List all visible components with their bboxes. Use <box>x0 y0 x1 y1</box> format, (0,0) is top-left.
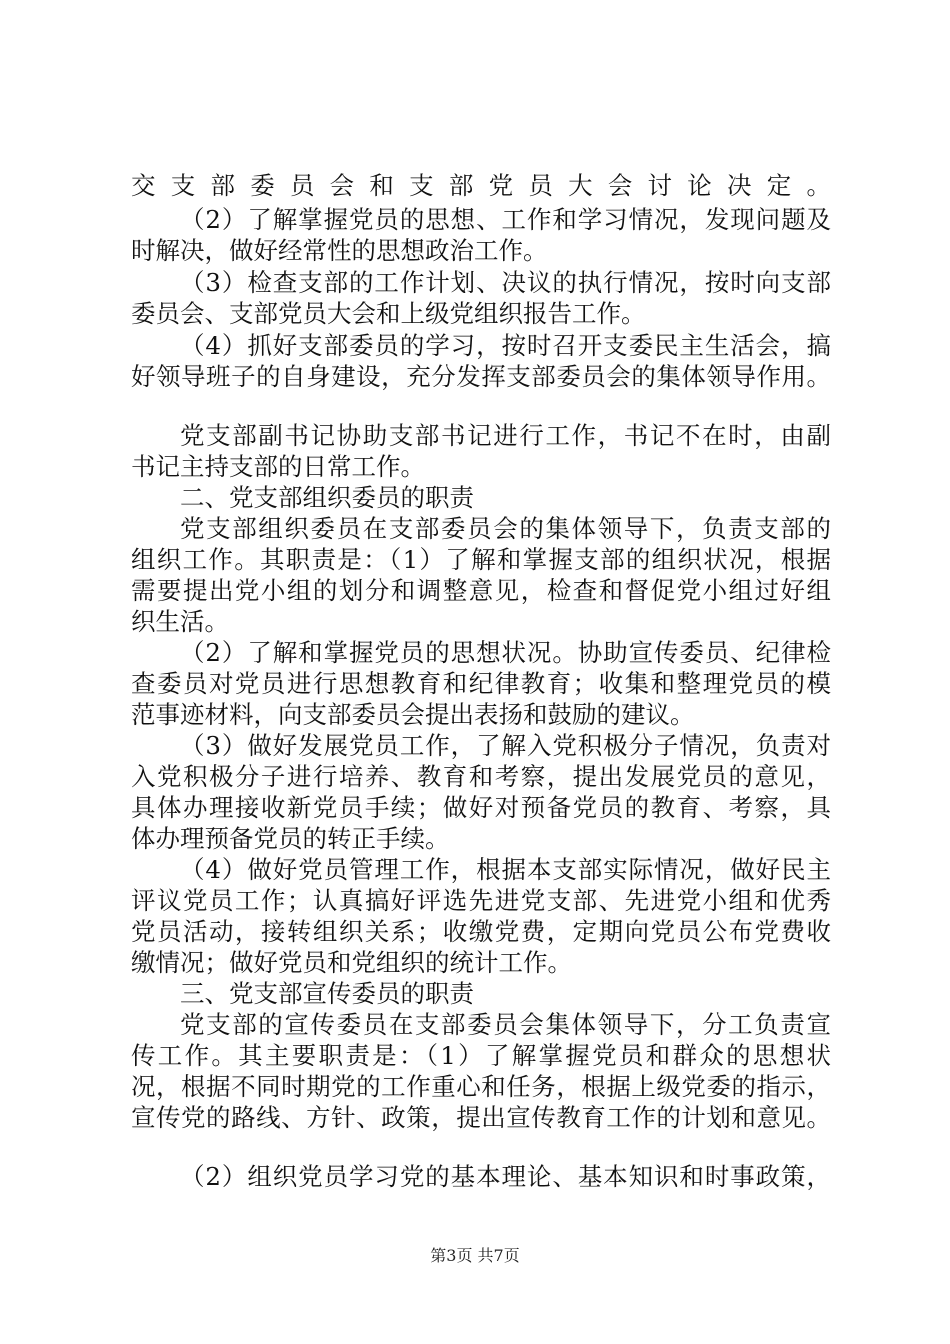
text-line: （4）做好党员管理工作，根据本支部实际情况，做好民主 <box>180 855 831 884</box>
text-line: 范事迹材料，向支部委员会提出表扬和鼓励的建议。 <box>131 700 695 729</box>
text-line: 具体办理接收新党员手续；做好对预备党员的教育、考察，具 <box>131 793 831 822</box>
text-line: 查委员对党员进行思想教育和纪律教育；收集和整理党员的模 <box>131 669 831 698</box>
section-heading: 二、党支部组织委员的职责 <box>180 483 474 512</box>
section-heading: 三、党支部宣传委员的职责 <box>180 979 474 1008</box>
text-line: 缴情况；做好党员和党组织的统计工作。 <box>131 948 572 977</box>
text-line: 交支部委员会和支部党员大会讨论决定。 <box>131 171 831 200</box>
text-line: 传工作。其主要职责是：（1）了解掌握党员和群众的思想状 <box>131 1041 831 1070</box>
text-line: 党员活动，接转组织关系；收缴党费，定期向党员公布党费收 <box>131 917 831 946</box>
text-line: （4）抓好支部委员的学习，按时召开支委民主生活会，搞 <box>180 331 831 360</box>
text-line: 况，根据不同时期党的工作重心和任务，根据上级党委的指示， <box>131 1072 831 1101</box>
text-line: 需要提出党小组的划分和调整意见，检查和督促党小组过好组 <box>131 576 831 605</box>
text-line: 组织工作。其职责是：（1）了解和掌握支部的组织状况，根据 <box>131 545 831 574</box>
text-line: 时解决，做好经常性的思想政治工作。 <box>131 236 548 265</box>
text-line: 宣传党的路线、方针、政策，提出宣传教育工作的计划和意见。 <box>131 1103 831 1132</box>
text-line: 党支部组织委员在支部委员会的集体领导下，负责支部的 <box>180 514 831 543</box>
text-line: （2）了解和掌握党员的思想状况。协助宣传委员、纪律检 <box>180 638 831 667</box>
text-line: 党支部副书记协助支部书记进行工作，书记不在时，由副 <box>180 421 831 450</box>
text-line: 体办理预备党员的转正手续。 <box>131 824 450 853</box>
text-line: （2）了解掌握党员的思想、工作和学习情况，发现问题及 <box>180 205 831 234</box>
text-line: 入党积极分子进行培养、教育和考察，提出发展党员的意见， <box>131 762 831 791</box>
page-footer: 第3页 共7页 <box>430 1246 520 1265</box>
text-line: （3）做好发展党员工作，了解入党积极分子情况，负责对 <box>180 731 831 760</box>
text-line: 委员会、支部党员大会和上级党组织报告工作。 <box>131 299 646 328</box>
text-line: 书记主持支部的日常工作。 <box>131 452 425 481</box>
text-line: （2）组织党员学习党的基本理论、基本知识和时事政策， <box>180 1162 831 1191</box>
text-line: 织生活。 <box>131 607 229 636</box>
text-line: 党支部的宣传委员在支部委员会集体领导下，分工负责宣 <box>180 1010 831 1039</box>
text-line: 好领导班子的自身建设，充分发挥支部委员会的集体领导作用。 <box>131 362 831 391</box>
text-line: 评议党员工作；认真搞好评选先进党支部、先进党小组和优秀 <box>131 886 831 915</box>
text-line: （3）检查支部的工作计划、决议的执行情况，按时向支部 <box>180 268 831 297</box>
